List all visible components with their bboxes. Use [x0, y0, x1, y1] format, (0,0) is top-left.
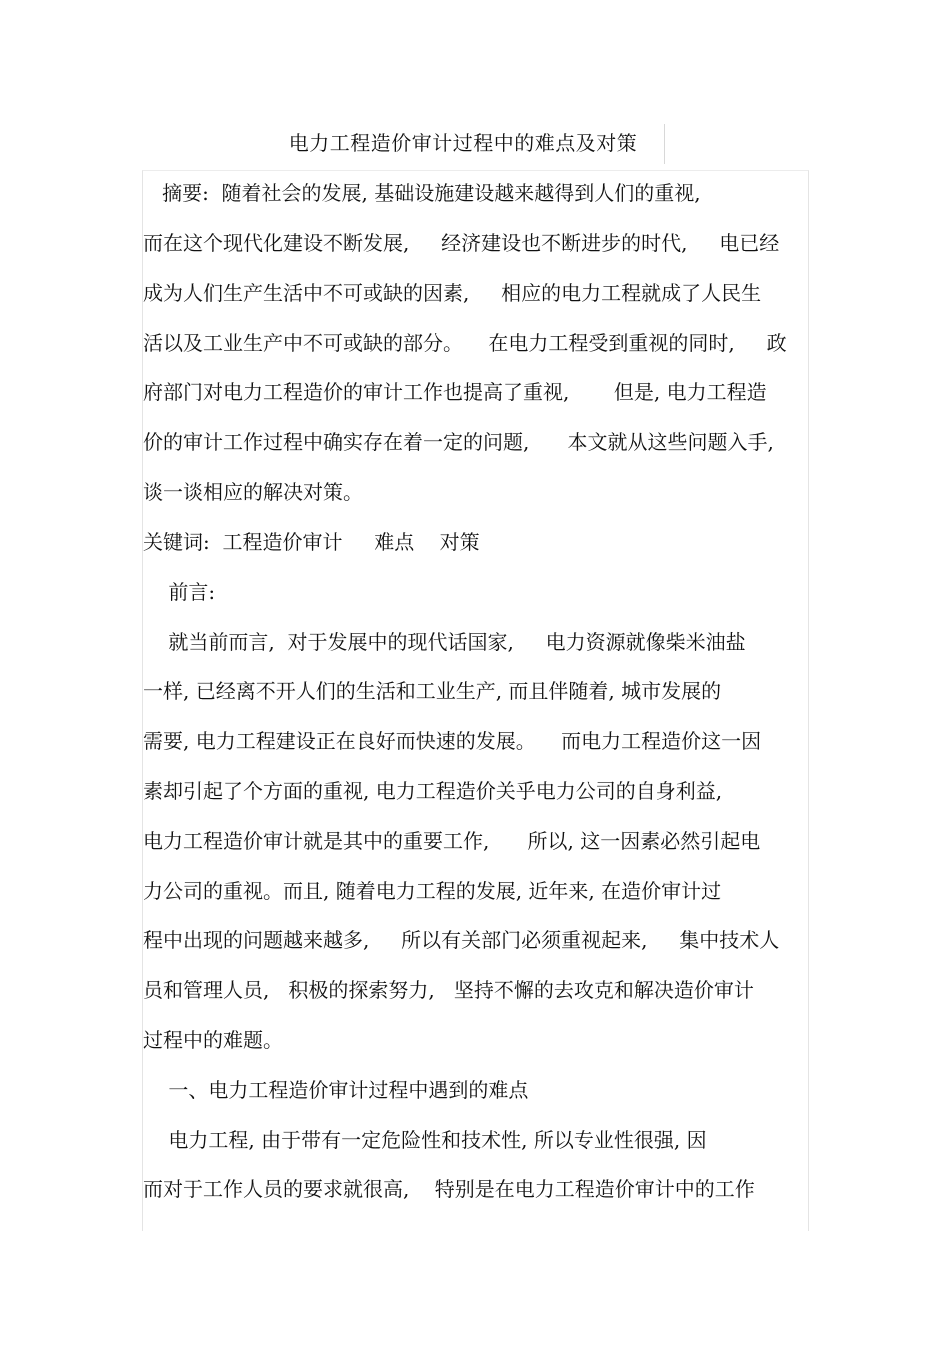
body-line: 电力工程造价审计就是其中的重要工作, 所以, 这一因素必然引起电 — [143, 829, 761, 853]
abstract-line: 成为人们生产生活中不可或缺的因素, 相应的电力工程就成了人民生 — [143, 281, 762, 305]
abstract-line: 府部门对电力工程造价的审计工作也提高了重视, 但是, 电力工程造 — [143, 380, 767, 404]
body-line: 就当前而言, 对于发展中的现代话国家, 电力资源就像柴米油盐 — [143, 630, 746, 654]
abstract-line: 价的审计工作过程中确实存在着一定的问题, 本文就从这些问题入手, — [143, 430, 774, 454]
body-line: 而对于工作人员的要求就很高, 特别是在电力工程造价审计中的工作 — [143, 1177, 755, 1201]
document-title: 电力工程造价审计过程中的难点及对策 — [288, 131, 638, 155]
body-line: 过程中的难题。 — [143, 1028, 283, 1052]
body-line: 需要, 电力工程建设正在良好而快速的发展。 而电力工程造价这一因 — [143, 729, 762, 753]
keywords-line: 关键词: 工程造价审计 难点 对策 — [143, 530, 480, 554]
abstract-line: 活以及工业生产中不可或缺的部分。 在电力工程受到重视的同时, 政 — [143, 331, 787, 355]
body-line: 电力工程, 由于带有一定危险性和技术性, 所以专业性很强, 因 — [143, 1128, 707, 1152]
body-line: 程中出现的问题越来越多, 所以有关部门必须重视起来, 集中技术人 — [143, 928, 780, 952]
preface-heading: 前言: — [143, 580, 216, 604]
body-line: 素却引起了个方面的重视, 电力工程造价关乎电力公司的自身利益, — [143, 779, 723, 803]
abstract-line: 谈一谈相应的解决对策。 — [143, 480, 363, 504]
abstract-line: 而在这个现代化建设不断发展, 经济建设也不断进步的时代, 电已经 — [143, 231, 780, 255]
abstract-line: 摘要: 随着社会的发展, 基础设施建设越来越得到人们的重视, — [143, 181, 701, 205]
body-line: 一样, 已经离不开人们的生活和工业生产, 而且伴随着, 城市发展的 — [143, 679, 722, 703]
body-line: 员和管理人员, 积极的探索努力, 坚持不懈的去攻克和解决造价审计 — [143, 978, 754, 1002]
section-heading: 一、电力工程造价审计过程中遇到的难点 — [143, 1078, 529, 1102]
body-line: 力公司的重视。而且, 随着电力工程的发展, 近年来, 在造价审计过 — [143, 879, 722, 903]
